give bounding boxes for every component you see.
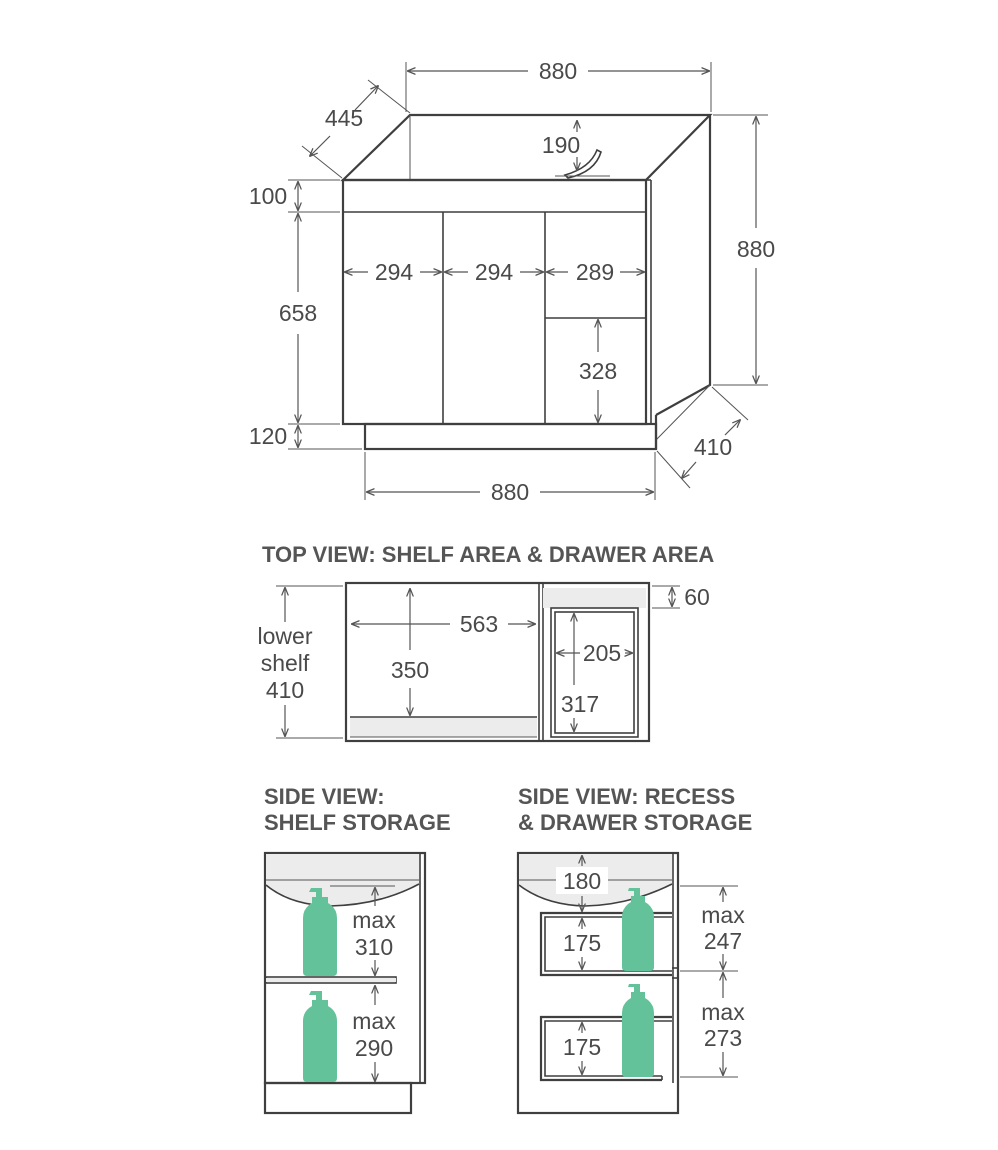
dim-lower-shelf: [258, 586, 343, 738]
drawer-upper-max-label: max: [701, 902, 745, 928]
side-view-shelf: [264, 784, 451, 1113]
upper-max-label: max: [352, 907, 396, 933]
top-view: [258, 542, 715, 741]
dim-drawer-width: [557, 640, 632, 666]
lower-shelf-label-2: shelf: [260, 650, 310, 676]
front-view: [249, 58, 775, 505]
dim-lower-drawer-side: [563, 1023, 601, 1074]
side-shelf-title-1: SIDE VIEW:: [264, 784, 385, 809]
drawer-upper-max-value: 247: [703, 928, 743, 954]
dim-door-widths: [345, 259, 644, 285]
lower-max-label: max: [352, 1008, 396, 1034]
dim-kick-depth: [657, 387, 748, 488]
basin-depth-label: 190: [541, 132, 581, 158]
drawer-lower-max-value: 273: [703, 1025, 743, 1051]
dim-width-bottom: [365, 452, 655, 505]
bottle-lower-drawer: [622, 984, 654, 1077]
door-height-label: 658: [278, 300, 318, 326]
drawer-lower-max-label: max: [701, 999, 745, 1025]
dim-basin-depth: [542, 121, 580, 170]
depth-top-label: 445: [324, 105, 364, 131]
top-rail-label: 100: [248, 183, 288, 209]
side-drawer-title-2: & DRAWER STORAGE: [518, 810, 753, 835]
drawer-inner-width-label: 205: [582, 640, 622, 666]
shelf-width-label: 563: [459, 611, 499, 637]
dim-lower-drawer: [579, 320, 617, 422]
lower-shelf-depth-label: 410: [265, 677, 305, 703]
width-top-label: 880: [538, 58, 578, 84]
drawer-width-label: 289: [575, 259, 615, 285]
dim-width-top: [406, 58, 711, 112]
shelf-depth-label: 350: [390, 657, 430, 683]
door-2-width-label: 294: [474, 259, 514, 285]
bottle-lower-shelf: [303, 991, 337, 1082]
dim-drawer-depth: [561, 614, 599, 731]
lower-drawer-height-side-label: 175: [562, 1034, 602, 1060]
door-1-width-label: 294: [374, 259, 414, 285]
dim-lower-shelf-max: [352, 986, 396, 1081]
top-view-title: TOP VIEW: SHELF AREA & DRAWER AREA: [262, 542, 715, 567]
upper-max-value: 310: [354, 934, 394, 960]
side-shelf-title-2: SHELF STORAGE: [264, 810, 451, 835]
dim-upper-drawer: [563, 919, 601, 969]
front-offset-label: 60: [684, 584, 710, 610]
height-total-label: 880: [736, 236, 776, 262]
lower-drawer-height-label: 328: [578, 358, 618, 384]
recess-height-label: 180: [562, 868, 602, 894]
dim-drawer-max: [680, 886, 745, 1077]
dim-left-heights: [249, 180, 362, 449]
dim-height-total: [713, 115, 775, 385]
side-view-drawer: [518, 784, 752, 1113]
upper-drawer-height-label: 175: [562, 930, 602, 956]
kick-height-label: 120: [248, 423, 288, 449]
side-drawer-title-1: SIDE VIEW: RECESS: [518, 784, 736, 809]
width-bottom-label: 880: [490, 479, 530, 505]
drawer-inner-depth-label: 317: [560, 691, 600, 717]
dim-front-offset: [652, 584, 710, 610]
kick-depth-label: 410: [693, 434, 733, 460]
dim-shelf-width: [352, 611, 535, 637]
lower-shelf-label-1: lower: [257, 623, 313, 649]
lower-max-value: 290: [354, 1035, 394, 1061]
dim-shelf-depth: [391, 589, 429, 715]
dim-depth-top: [302, 80, 410, 178]
